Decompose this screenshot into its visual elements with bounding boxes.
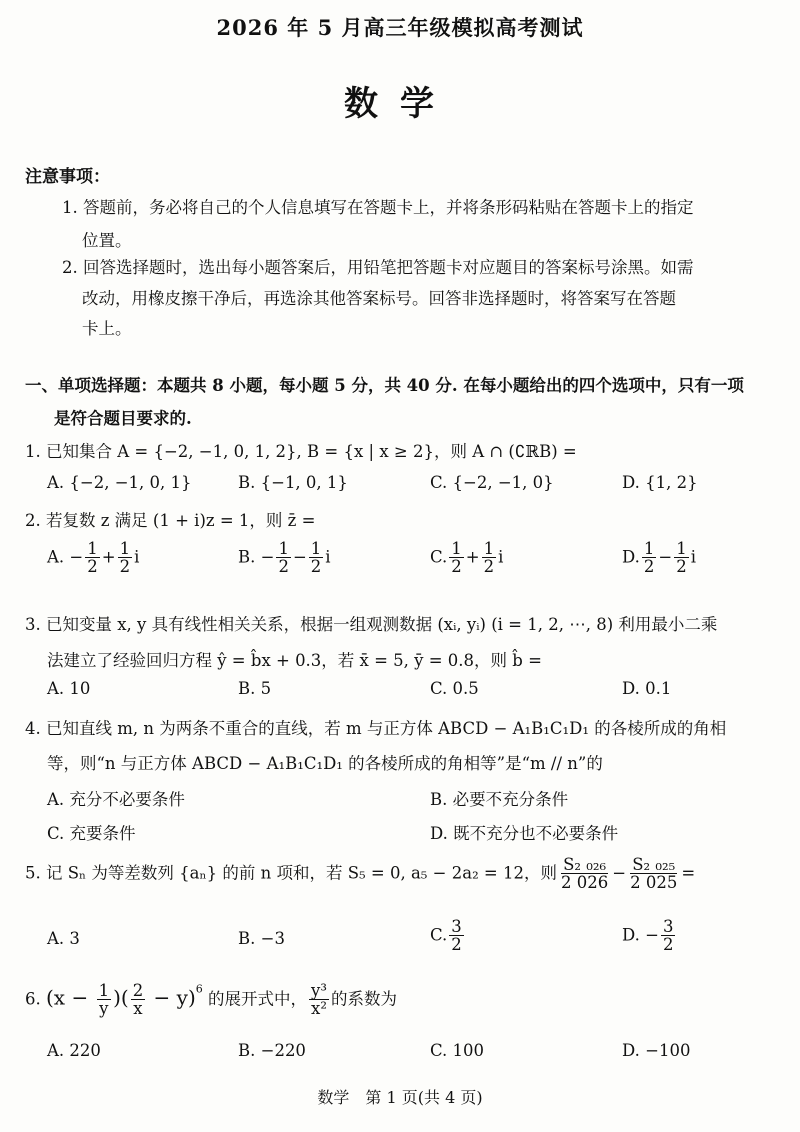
question-2-option-c: C. $\frac{1}{2}$ + $\frac{1}{2}$ i	[430, 539, 504, 577]
question-3-line-1: 3. 已知变量 x, y 具有线性相关关系，根据一组观测数据 (xᵢ, yᵢ) (i = 1, 2, ⋯, 8) 利用最小二乘	[25, 615, 718, 634]
question-1-option-c: C. {−2, −1, 0}	[430, 473, 554, 492]
question-6-option-b: B. −220	[238, 1041, 306, 1060]
question-3-option-d: D. 0.1	[622, 679, 672, 698]
question-3-option-a: A. 10	[47, 679, 91, 698]
notice-item-2-line-3: 卡上。	[82, 319, 132, 338]
question-5-stem: 5. 记 Sₙ 为等差数列 {aₙ} 的前 n 项和，若 S₅ = 0, a₅ − 2a₂ = 12，则 $\frac{\text{S₂ ₀₂₆}}{2 026}$ − $\frac{\text{S₂ ₀₂₅}}{2 025}$ =	[25, 855, 696, 893]
subject-title: 数学	[344, 84, 456, 124]
exam-title: 2026 年 5 月高三年级模拟高考测试	[216, 15, 584, 40]
question-3-line-2: 法建立了经验回归方程 ŷ = b̂x + 0.3，若 x̄ = 5, ȳ = 0.8，则 b̂ =	[47, 651, 542, 670]
notice-item-1-line-1: 1. 答题前，务必将自己的个人信息填写在答题卡上，并将条形码粘贴在答题卡上的指定	[62, 198, 694, 217]
question-5-option-b: B. −3	[238, 929, 285, 948]
question-4-option-b: B. 必要不充分条件	[430, 790, 569, 809]
question-4-line-2: 等，则“n 与正方体 ABCD − A₁B₁C₁D₁ 的各棱所成的角相等”是“m // n”的	[47, 754, 603, 773]
question-2-option-b: B. − $\frac{1}{2}$ − $\frac{1}{2}$ i	[238, 539, 331, 577]
question-2-option-a: A. − $\frac{1}{2}$ + $\frac{1}{2}$ i	[47, 539, 140, 577]
section-1-heading-line-2: 是符合题目要求的.	[54, 409, 192, 428]
notice-item-2-line-2: 改动，用橡皮擦干净后，再选涂其他答案标号。回答非选择题时，将答案写在答题	[82, 289, 676, 308]
question-1-option-a: A. {−2, −1, 0, 1}	[47, 473, 192, 492]
question-6-stem: 6. (x − $\frac{1}{y}$ )( $\frac{2}{x}$ − y)$^6$ 的展开式中， $\frac{\text{y³}}{\text{x²}}$ 的系数为	[25, 981, 397, 1019]
question-5-option-a: A. 3	[47, 929, 80, 948]
question-6-option-c: C. 100	[430, 1041, 485, 1060]
question-3-option-b: B. 5	[238, 679, 272, 698]
question-5-option-c: C. $\frac{3}{2}$	[430, 917, 462, 955]
page-footer: 数学 第 1 页(共 4 页)	[317, 1088, 483, 1107]
question-3-option-c: C. 0.5	[430, 679, 479, 698]
question-1-option-d: D. {1, 2}	[622, 473, 698, 492]
section-1-heading-line-1: 一、单项选择题：本题共 8 小题，每小题 5 分，共 40 分. 在每小题给出的四个选项中，只有一项	[25, 376, 744, 395]
question-6-option-d: D. −100	[622, 1041, 691, 1060]
notice-heading: 注意事项：	[25, 167, 110, 187]
question-4-option-d: D. 既不充分也不必要条件	[430, 824, 619, 843]
question-5-option-d: D. − $\frac{3}{2}$	[622, 917, 674, 955]
notice-item-1-line-2: 位置。	[82, 231, 132, 250]
question-4-line-1: 4. 已知直线 m, n 为两条不重合的直线，若 m 与正方体 ABCD − A₁B₁C₁D₁ 的各棱所成的角相	[25, 719, 727, 738]
question-1-stem: 1. 已知集合 A = {−2, −1, 0, 1, 2}, B = {x | x ≥ 2}，则 A ∩ (∁ℝB) =	[25, 442, 577, 461]
question-2-option-d: D. $\frac{1}{2}$ − $\frac{1}{2}$ i	[622, 539, 696, 577]
question-1-option-b: B. {−1, 0, 1}	[238, 473, 348, 492]
question-6-option-a: A. 220	[47, 1041, 101, 1060]
question-4-option-c: C. 充要条件	[47, 824, 136, 843]
notice-item-2-line-1: 2. 回答选择题时，选出每小题答案后，用铅笔把答题卡对应题目的答案标号涂黑。如需	[62, 258, 694, 277]
question-4-option-a: A. 充分不必要条件	[47, 790, 185, 809]
question-2-stem: 2. 若复数 z 满足 (1 + i)z = 1，则 z̄ =	[25, 511, 316, 530]
